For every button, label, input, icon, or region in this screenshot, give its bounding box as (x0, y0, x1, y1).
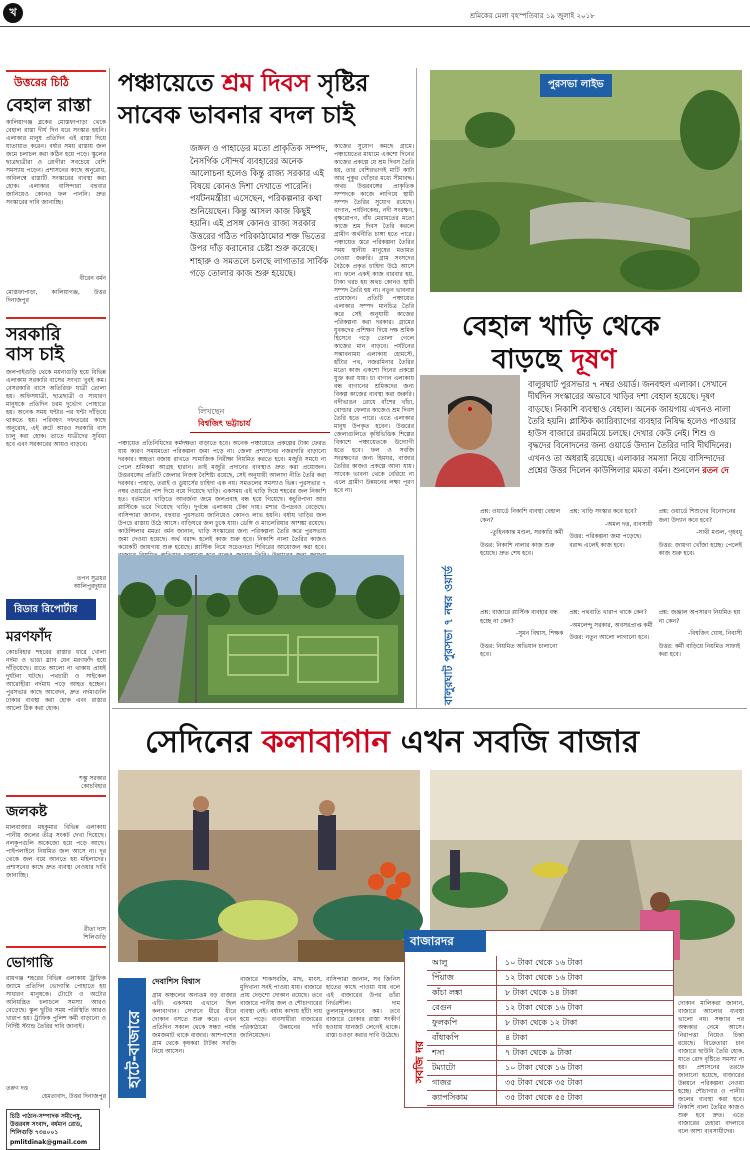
article1-headline-line2: সাবেক ভাবনার বদল চাই (118, 101, 355, 129)
letter-2-author: তপন সুত্রধর (76, 575, 106, 582)
header-rule (0, 26, 750, 27)
article2-headline-a: বাড়ছে (492, 344, 571, 375)
councillor-photo (420, 375, 520, 487)
report-2-place: শিলিগুড়ি (83, 934, 106, 941)
report-3-author: তরুণ দত্ত (6, 1085, 29, 1092)
article1-main-photo (118, 555, 404, 703)
article1-col1-lower: পঞ্চায়েত প্রতিনিধিদের কর্মদক্ষতা বাড়াতে হবে। অনেক পঞ্চায়েতে প্রকল্পের টাকা ফেরত যায় কারণ সময়মতো পরিকল্পনা জমা পড়ে না। জেলা প্রশাসনের নজরদারি বাড়ানো দরকার। স্বচ্ছতা বজায় রাখতে সামাজিক নিরীক্ষা নিয়মিত করতে হবে। মজুরি সময়ে না পেলে শ্রমিকরা আগ্রহ হারান। তাই মজুরি প্রদানের ব্যবস্থাও দ্রুত করা প্রয়োজন। উত্তরবঙ্গের প্রতিটি জেলার নিজস্ব বৈশিষ্ট্য রয়েছে, সেই অনুযায়ী আলাদা নীতি তৈরি করা দরকার। পাহাড়, তরাই ও ডুয়ার্সের চাহিদা এক নয়। সমতলের সমস্যাও ভিন্ন। পুরসভার ৭ নম্বর ওয়ার্ডের পাশ দিয়ে বয়ে গিয়েছে খাড়ি। একসময় এই খাড়ি দিয়ে শহরের জল নিকাশি হত। বর্তমানে খাড়িতে আবর্জনা জমে জলপ্রবাহ বন্ধ হয়ে গিয়েছে। কচুরিপানা আর প্লাস্টিকে ভরে গিয়েছে খাড়ি। দুর্গন্ধে এলাকায় টেকা দায়। মশার উপদ্রবও বেড়েছে। বাসিন্দারা জানান, বহুবার পুরসভায় জানিয়েও কোনও লাভ হয়নি। বর্ষায় খাড়ির জল উপচে রাস্তায় উঠে আসে। বাড়িঘরে জল ঢুকে যায়। ডেঙ্গি ও ম্যালেরিয়ার আশঙ্কা রয়েছে। কাউন্সিলার মমতা বর্মন জানান, খাড়ি সংস্কারের জন্য পরিকল্পনা তৈরি করে পুরসভায় জমা দেওয়া হয়েছে। অর্থ বরাদ্দ হলেই কাজ শুরু হবে। নিকাশি নালা তৈরির কাজও কয়েকটি জায়গায় শুরু হয়েছে। প্লাস্টিক নিয়ে সচেতনতা শিবিরের আয়োজন করা হবে। (118, 440, 326, 551)
article1-byline-label: লিখছেন (198, 407, 225, 416)
page-letter-badge: খ (3, 3, 23, 23)
article2-label: পুরসভা লাইভ (540, 74, 612, 97)
article2-photo (430, 70, 742, 292)
table-row: শসা ৭ টাকা থেকে ৯ টাকা (427, 1046, 673, 1061)
contact-box (6, 1109, 100, 1150)
article2-lead-text: বালুরঘাট পুরসভার ৭ নম্বর ওয়ার্ড। জনবহুল এলাকা। সেখানে দীর্ঘদিন সংস্কারের অভাবে খাড়ির দশা বেহাল হয়েছে। দূষণ বাড়ছে। নিকাশি ব্যবস্থাও বেহাল। অনেক জায়গায় এখনও নালা তৈরি হয়নি। প্লাস্টিক ক্যারিব্যাগের ব্যবহার নিষিদ্ধ হলেও পাওয়ার হাউস বাজারে রমরমিয়ে চলছে। দেখার কেউ নেই। শিশু ও বৃদ্ধদের বিনোদনের জন্য ওয়ার্ডে উদ্যান তৈরির দাবি দীর্ঘদিনের। এখনও তা অধরাই রয়েছে। এলাকার সমস্যা নিয়ে বাসিন্দাদের প্রশ্নের উত্তর দিলেন কাউন্সিলার মমতা বর্মন। শুনলেন (528, 379, 736, 476)
article2-headline-line1: বেহাল খাড়ি থেকে (462, 311, 660, 342)
article3-headline-highlight: কলাবাগান (262, 724, 390, 760)
table-row: কাঁচা লঙ্কা ৮ টাকা থেকে ১৪ টাকা (427, 986, 673, 1001)
article1-side-photo (118, 143, 186, 413)
article1-intro: জঙ্গল ও পাহাড়ের মতো প্রাকৃতিক সম্পদ, নৈসর্গিক সৌন্দর্য ব্যবহারের অনেক আলোচনা হলেও কিন্তু রাজ্য সরকার এই বিষয়ে কোনও দিশা দেখাতে পারেনি। পর্যটনমন্ত্রীরা এসেছেন, পরিকল্পনার কথা শুনিয়েছেন। কিন্তু আসল কাজ কিছুই হয়নি। এই প্রসঙ্গ কোনও রাজ্য সরকার উত্তরের গঠিত পরিকাঠামোর শক্ত ভিতের উপর দাঁড় করানোর চেষ্টা শুরু করেছে। শাহারু ও সমতলে চলছে লাগাতার সার্বিক গড়ে তোলার কাজ শুরু হয়েছে। (190, 144, 329, 279)
report-2-title: জলকষ্ট (6, 804, 48, 820)
letter-2-title: সরকারি বাস চাই (6, 324, 64, 365)
article1-headline-b: সৃষ্টির (309, 69, 369, 97)
report-1-title: মরণফাঁদ (6, 629, 52, 645)
article1-headline-highlight: শ্রম দিবস (222, 69, 310, 97)
article1-byline-name: বিশ্বজিৎ ভট্টাচার্য (198, 419, 251, 428)
letter-2-body: জলপাইগুড়ি থেকে ময়নাগুড়ি হয়ে বিভিন্ন এলাকায় সরকারি বাসের সংখ্যা খুবই কম। বেসরকারি বাসে অতিরিক্ত যাত্রী তোলা হয়। অফিসযাত্রী, ছাত্রছাত্রী ও সাধারণ মানুষকে প্রতিদিন চরম দুর্ভোগ পোহাতে হয়। অনেক সময় ঘন্টার পর ঘন্টা দাঁড়িয়ে থাকতে হয়। পরিবহণ দফতরের কাছে অনুরোধ, এই রুটে আরও সরকারি বাস চালু করা হোক। তাতে যাত্রীদের সুবিধা হবে এবং সরকারের আয়ও বাড়বে। (6, 369, 106, 448)
letter-1-title: বেহাল রাস্তা (6, 95, 91, 116)
price-table-title: বাজারদর (404, 930, 486, 952)
article3-top-rule (112, 708, 747, 709)
sidebar-rule-4 (6, 946, 106, 948)
article1-col2: কাজের সুযোগ কমছে গ্রামে। পঞ্চায়েতের মাধ্যমে একশো দিনের কাজের প্রকল্পে যে শ্রম দিবস তৈরি হয়, তার বেশিরভাগই মাটি কাটা আর পুকুর খোঁড়ার মধ্যে সীমাবদ্ধ। অথচ উত্তরবঙ্গের প্রাকৃতিক সম্পদকে কাজে লাগিয়ে স্থায়ী সম্পদ তৈরির সুযোগ রয়েছে। বাগান, পর্যটনকেন্দ্র, নদী সংরক্ষণ, বৃক্ষরোপণ, বাঁধ মেরামতের মতো কাজে শ্রম দিবস তৈরি করলে গ্রামীণ অর্থনীতি চাঙ্গা হতে পারে। পঞ্চায়েত স্তরে পরিকল্পনা তৈরির সময় স্থানীয় মানুষের মতামত নেওয়া জরুরি। গ্রাম সংসদের বৈঠকে প্রকৃত চাহিদা উঠে আসে না। ফলে একই কাজ বারবার হয়, টাকা খরচ হয় অথচ কোনও স্থায়ী সম্পদ তৈরি হয় না। নতুন ভাবনার প্রয়োজন। প্রতিটি পঞ্চায়েত এলাকার সম্পদ মানচিত্র তৈরি করে সেই অনুযায়ী কাজের পরিকল্পনা করা দরকার। গ্রামের যুবকদের প্রশিক্ষণ দিয়ে দক্ষ শ্রমিক হিসেবে গড়ে তোলা গেলে কাজের মান বাড়বে। পর্যটনের সম্ভাবনাময় এলাকায় হোমস্টে, হাঁটার পথ, নজরমিনার তৈরির মতো কাজ একশো দিনের প্রকল্পে যুক্ত করা যায়। চা বাগান এলাকায় বন্ধ বাগানের শ্রমিকদের জন্য বিকল্প কাজের ব্যবস্থা করা জরুরি। নদীভাঙন রোধে বাঁশের খাঁচা, বোল্ডার ফেলার কাজেও শ্রম দিবস তৈরি হতে পারে। এতে এলাকার মানুষ উপকৃত হবেন। উত্তরের জেলাগুলিতে কৃষিভিত্তিক শিল্পের বিকাশে পঞ্চায়েতকে উদ্যোগী হতে হবে। ফল ও সবজি সংরক্ষণের জন্য হিমঘর, বাজার তৈরির কাজও প্রকল্পে আনা যায়। সাবেক ভাবনা থেকে বেরিয়ে না এলে গ্রামীণ উন্নয়নের লক্ষ্য পূরণ হবে না। (334, 143, 414, 494)
table-row: ফুলকপি ৮ টাকা থেকে ১২ টাকা (427, 1016, 673, 1031)
forest-illustration (118, 143, 186, 413)
article2-lead (528, 378, 740, 500)
price-rows (427, 956, 673, 1106)
market-col-5: দোকান মালিকরা জানান, বাজারে আলোর ব্যবস্থা ভালো নয়। সন্ধ্যার পর অন্ধকার নেমে আসে। নিরাপত্তা নিয়েও চিন্তা রয়েছে। বিক্রেতারা চান বাজারে ছাউনি তৈরি হোক, যাতে রোদ বৃষ্টিতে সমস্যা না হয়। প্রশাসনের তরফে জানানো হয়েছে, বাজারের উন্নয়নে পরিকল্পনা নেওয়া হচ্ছে। শৌচাগার ও পানীয় জলের ব্যবস্থা করা হবে। নিকাশি নালা তৈরির কাজও শুরু হবে দ্রুত। এতে বাজারের চেহারা বদলাবে বলে আশা ব্যবসায়ীদের। (678, 1000, 744, 1135)
canal-weeds-illustration (430, 70, 742, 292)
reader-reporter-box: রিডার রিপোর্টার (6, 599, 96, 620)
article1-divider (416, 68, 417, 708)
letter-1-author: বীরেন বর্মন (79, 275, 106, 282)
report-1-author: শম্ভু সরকার (79, 775, 106, 782)
market-col-1: গ্রাম অঞ্চলের অন্যতম বড় বাজার এটি। একসময় এখানে ছিল কলাবাগান। সেখানে ধীরে ধীরে দোকান বসতে শুরু করে। এখন প্রতিদিন সকাল থেকে সন্ধ্যা পর্যন্ত জমজমাট থাকে বাজার। আশপাশের গ্রাম থেকে কৃষকরা টাটকা সবজি নিয়ে আসেন। (152, 992, 236, 1055)
letter-1-place: মোস্তফাপাড়া, কালিয়াগঞ্জ, উত্তর দিনাজপুর (6, 289, 106, 304)
report-1-place: কোচবিহার (81, 783, 106, 790)
table-row: ক্যাপসিকাম ৩৫ টাকা থেকে ৫৫ টাকা (427, 1091, 673, 1106)
table-row: বাঁধাকপি ৪ টাকা (427, 1031, 673, 1046)
article1-intro-rule (190, 432, 330, 433)
letter-2-place: আলিপুরদুয়ার (73, 583, 106, 590)
price-table (404, 930, 674, 1108)
article1-headline (118, 68, 369, 98)
sidebar-divider (109, 68, 110, 1108)
qa-item: প্রশ্ন: বাজারে প্লাস্টিক ব্যবহার বন্ধ হচ্ছে না কেন? -সুমন বিশ্বাস, শিক্ষক উত্তর: নিয়মিত অভিযান চালানো হবে। (480, 609, 564, 658)
article3-headline (145, 722, 639, 762)
article2-headline-line2 (492, 345, 616, 375)
table-row: বেগুন ১২ টাকা থেকে ১৬ টাকা (427, 1001, 673, 1016)
market-section-label: হাটে-বাজারে (118, 978, 146, 1098)
councillor-portrait (420, 375, 520, 487)
report-1-body: কোচবিহার শহরের রাস্তার ধারে খোলা নর্দমা ও ভাঙা স্ল্যাব যেন মরণফাঁদ হয়ে দাঁড়িয়েছে। রাতে আলো না থাকায় প্রায়ই দুর্ঘটনা ঘটছে। পথচারী ও সাইকেল আরোহীরা নর্দমায় পড়ে আহত হচ্ছেন। পুরসভার কাছে আবেদন, দ্রুত নর্দমাগুলি ঢাকার ব্যবস্থা করা হোক এবং রাস্তার আলো ঠিক করা হোক। (6, 649, 106, 712)
report-3-place: হেমতাবাদ, উত্তর দিনাজপুর (41, 1093, 106, 1100)
article3-headline-b: এখন সবজি বাজার (389, 724, 640, 760)
market-col-3: বাসিন্দারা জানান, সব জিনিস হাতের কাছে পাওয়া যায় বলে এই বাজারের উপর তাঁরা নির্ভরশীল। দাম তুলনামূলকভাবে কম। তবে বাজারে ঢোকার রাস্তা সংকীর্ণ হওয়ায় যানজট লেগেই থাকে। রাস্তা চওড়া করার দাবি উঠেছে। (326, 976, 400, 1039)
masthead: শ্রমিকের মেলা বৃহস্পতিবার ১৯ জুলাই ২০১৮ (470, 12, 595, 20)
park-road-illustration (118, 555, 404, 703)
sidebar-section-title: উত্তরের চিঠি (14, 76, 69, 89)
qa-grid (480, 508, 742, 704)
qa-item: প্রশ্ন: ওয়ার্ডে শিশুদের বিনোদনের জন্য উদ্যান কবে হবে? -সাথী মণ্ডল, গৃহবধূ উত্তর: জায়গা খোঁজা হচ্ছে। পেলেই কাজ শুরু হবে। (658, 508, 743, 557)
contact-text: চিঠি পাঠান-সম্পাদক সমীপেষু, উত্তরবঙ্গ সংবাদ, বর্ধমান রোড, শিলিগুড়ি ৭৩৪০০১ (10, 1113, 83, 1136)
market-byline: দেবাশিস বিশ্বাস (152, 977, 201, 986)
table-row: পিঁয়াজ ১২ টাকা থেকে ১৬ টাকা (427, 971, 673, 986)
sidebar-rule-2 (6, 317, 106, 319)
report-2-author: রীতা দাস (83, 926, 106, 933)
table-row: গাজর ৩৫ টাকা থেকে ৩৫ টাকা (427, 1076, 673, 1091)
qa-item: প্রশ্ন: ওয়ার্ডে নিকাশি ব্যবস্থা বেহাল কেন? -তুহিনকান্ত মণ্ডল, সরকারি কর্মী উত্তর: নিকাশি নালার কাজ শুরু হয়েছে। দ্রুত শেষ হবে। (480, 508, 564, 557)
contact-email: pmlitdinak@gmail.com (10, 1139, 88, 1146)
sidebar (6, 70, 106, 1146)
article2-reporter: রতন দে (702, 465, 729, 476)
article2-headline-highlight: দূষণ (570, 344, 617, 375)
report-3-title: ভোগান্তি (6, 955, 54, 971)
letter-1-body: কালিয়াগঞ্জ ব্লকের মোস্তফাপাড়া থেকে বেহাল রাস্তা দীর্ঘ দিন ধরে সংস্কার হয়নি। এলাকার মানুষ প্রতিদিন এই রাস্তা দিয়ে যাতায়াত করেন। বর্ষার সময় রাস্তায় জল জমে চলাচল করা কঠিন হয়ে পড়ে। স্কুলের ছাত্রছাত্রীরা ও রোগীরা সবচেয়ে বেশি সমস্যায় পড়েন। প্রশাসনের কাছে অনুরোধ, অবিলম্বে রাস্তাটি সংস্কারের ব্যবস্থা করা হোক। এলাকার বাসিন্দারা বহুবার জানিয়েও কোনও ফল পাননি। দ্রুত সংস্কারের দাবি জানাচ্ছি। (6, 119, 106, 206)
report-3-body: রায়গঞ্জ শহরের বিভিন্ন এলাকায় ট্রাফিক জ্যামে প্রতিদিন ভোগান্তি পোহাতে হয় সাধারণ মানুষকে। টোটো ও অটোর অনিয়ন্ত্রিত চলাচলে সমস্যা আরও বেড়েছে। স্কুল ছুটির সময় পরিস্থিতি আরও খারাপ হয়। ট্রাফিক পুলিশ কর্মী বাড়ানো ও নির্দিষ্ট স্ট্যান্ড তৈরির দাবি জানাই। (6, 975, 106, 1030)
table-row: টম্যাটো ১০ টাকা থেকে ১৬ টাকা (427, 1061, 673, 1076)
table-row: আলু ১০ টাকা থেকে ১৬ টাকা (427, 956, 673, 971)
article2-vertical-label: বালুরঘাট পুরসভা ৭ নম্বর ওয়ার্ড (442, 565, 455, 705)
vegetable-market-illustration (118, 770, 420, 962)
sidebar-rule-3 (6, 795, 106, 797)
report-2-body: মালবাজার মহকুমার বিভিন্ন এলাকায় পানীয় জলের তীব্র সংকট দেখা দিয়েছে। নলকূপগুলি অকেজো হয়ে পড়ে আছে। পাইপলাইনে নিয়মিত জল আসে না। দূর থেকে জল বয়ে আনতে হয় মহিলাদের। প্রশাসনের কাছে দ্রুত ব্যবস্থা নেওয়ার দাবি জানাচ্ছি। (6, 824, 106, 879)
article3-headline-a: সেদিনের (145, 724, 263, 760)
market-col-2: বাজারে শাকসবজি, মাছ, মাংস, মুদিখানা সবই পাওয়া যায়। বাজারে প্রায় দেড়শো দোকান রয়েছে। তবে বাজারে পানীয় জল ও শৌচাগারের ব্যবস্থা নেই। বর্ষায় কাদায় হাঁটা দায় হয়ে পড়ে। ব্যবসায়ীরা বাজারের পরিকাঠামো উন্নয়নের দাবি জানিয়েছেন। (240, 976, 322, 1039)
qa-item: প্রশ্ন: পথবাতি খারাপ থাকে কেন? -অমলেন্দু সরকার, অবসরপ্রাপ্ত কর্মী উত্তর: নতুন আলো লাগানো হবে। (569, 609, 653, 641)
qa-item: প্রশ্ন: খাড়ি সংস্কার কবে হবে? -অমল দত্ত, ব্যবসায়ী উত্তর: পরিকল্পনা জমা পড়েছে। বরাদ্দ এলেই কাজ হবে। (569, 508, 653, 549)
article3-photo-left (118, 770, 420, 962)
qa-item: প্রশ্ন: জঞ্জাল অপসারণ নিয়মিত হয় না কেন? -বিশ্বজিৎ ঘোষ, নিবাসী উত্তর: কর্মী বাড়িয়ে নিয়মিত সাফাই করা হবে। (658, 609, 742, 658)
article1-headline-a: পঞ্চায়েতে (118, 69, 223, 97)
price-table-side-label: সবজি দর (413, 1040, 426, 1083)
